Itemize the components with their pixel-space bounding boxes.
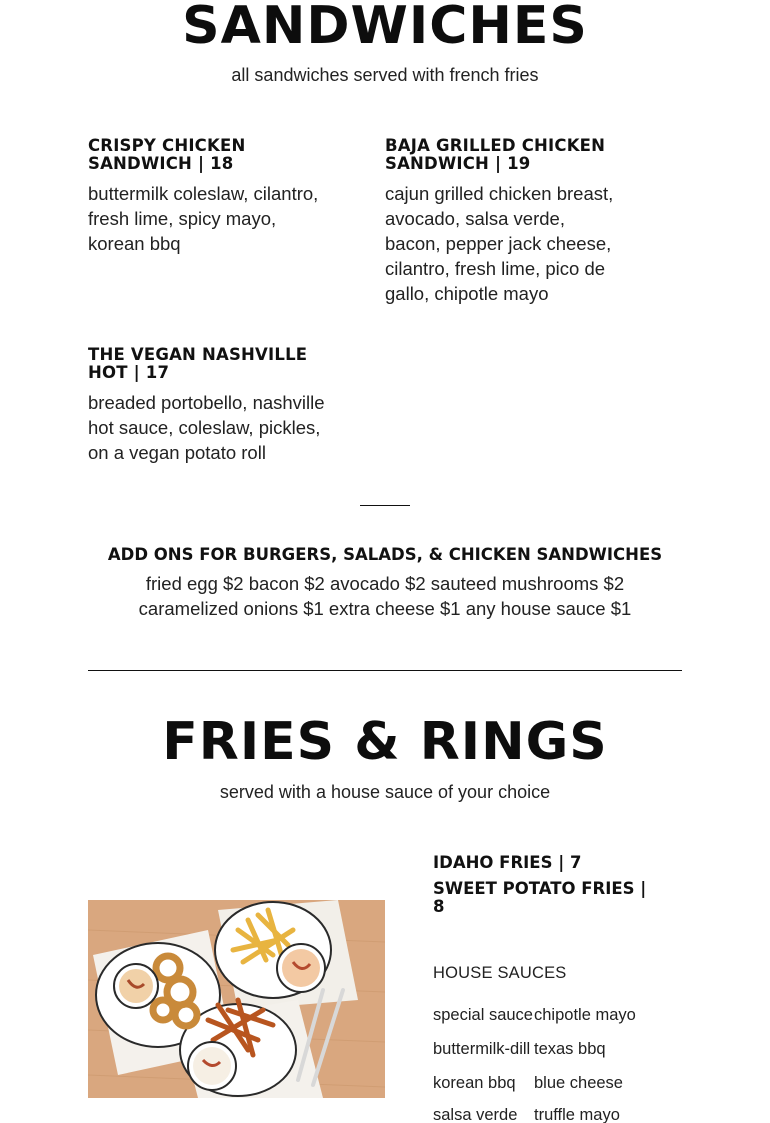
fries-title: FRIES & RINGS (162, 712, 608, 772)
item-description: buttermilk coleslaw, cilantro, fresh lime, spicy mayo, korean bbq (88, 183, 319, 254)
sauce-item: buttermilk-dill (433, 1040, 531, 1058)
sandwiches-title: SANDWICHES (182, 0, 588, 56)
fries-item-idaho: IDAHO FRIES | 7 (433, 853, 582, 872)
fries-item-sweet-potato: SWEET POTATO FRIES | 8 (433, 879, 647, 916)
menu-item-crispy-chicken (88, 137, 328, 256)
sauce-item: special sauce (433, 1006, 533, 1024)
sauce-item: truffle mayo (534, 1106, 620, 1123)
addons-text: fried egg $2 bacon $2 avocado $2 sauteed mushrooms $2 caramelized onions $1 extra cheese $1 any house sauce $1 (138, 573, 632, 619)
item-name: CRISPY CHICKEN SANDWICH | 18 (88, 136, 246, 173)
fries-subtitle: served with a house sauce of your choice (219, 782, 551, 802)
addons-title: ADD ONS FOR BURGERS, SALADS, & CHICKEN SANDWICHES (107, 545, 663, 564)
menu-item-baja-chicken (385, 137, 625, 306)
sauce-item: salsa verde (433, 1106, 518, 1123)
menu-item-vegan-nashville (88, 346, 328, 465)
sauce-item: blue cheese (534, 1074, 623, 1092)
item-name: THE VEGAN NASHVILLE HOT | 17 (88, 345, 308, 382)
sandwiches-subtitle: all sandwiches served with french fries (231, 65, 539, 85)
sauce-item: chipotle mayo (534, 1006, 636, 1024)
divider (360, 505, 410, 506)
house-sauces-heading: HOUSE SAUCES (433, 964, 567, 982)
sauce-item: korean bbq (433, 1074, 516, 1092)
fries-and-onion-rings-photo (88, 900, 385, 1098)
item-description: breaded portobello, nashville hot sauce, coleslaw, pickles, on a vegan potato roll (88, 392, 325, 463)
sauce-item: texas bbq (534, 1040, 606, 1058)
section-divider (88, 670, 682, 671)
item-description: cajun grilled chicken breast, avocado, salsa verde, bacon, pepper jack cheese, cilantro, fresh lime, pico de gallo, chipotle mayo (385, 183, 614, 304)
item-name: BAJA GRILLED CHICKEN SANDWICH | 19 (385, 136, 606, 173)
